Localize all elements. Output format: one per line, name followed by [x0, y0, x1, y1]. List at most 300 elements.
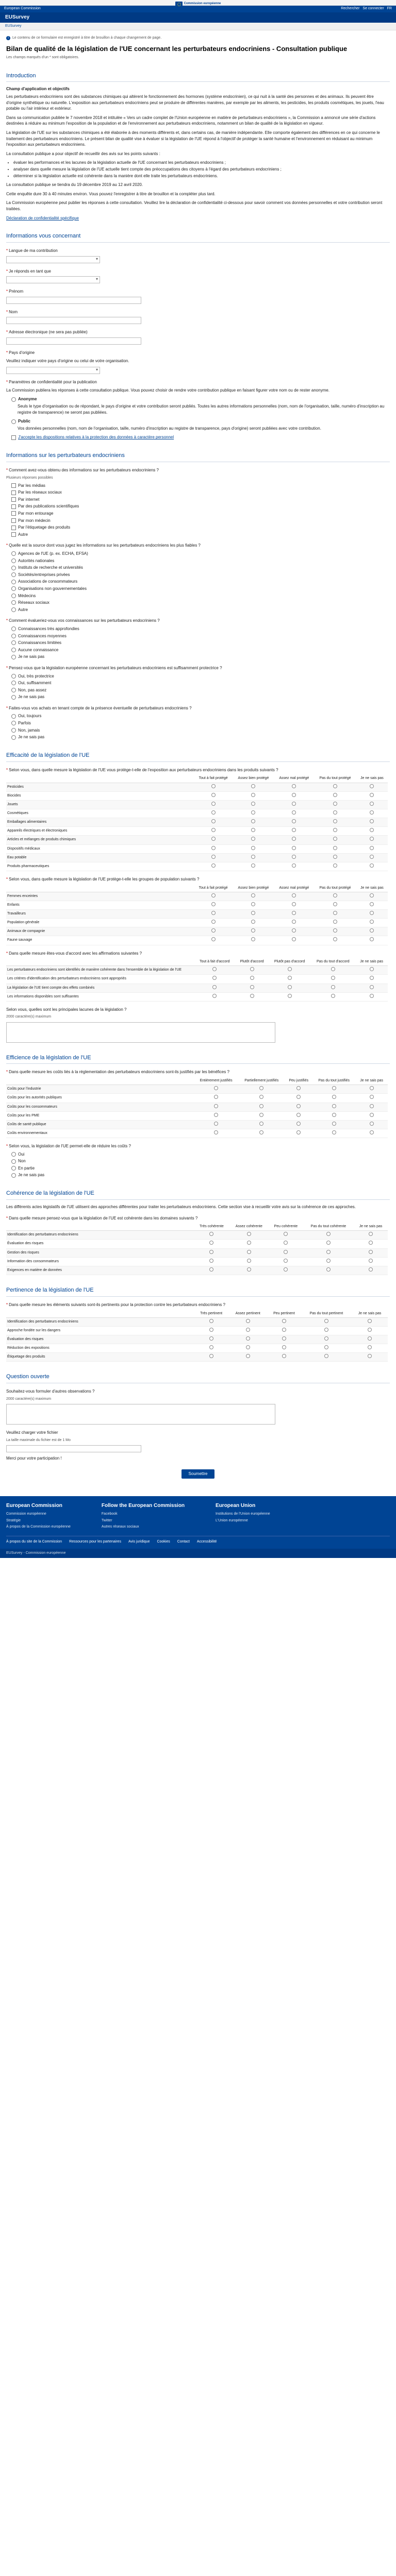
radio-button[interactable]: [251, 920, 255, 924]
radio-button[interactable]: [326, 1241, 331, 1245]
radio-button[interactable]: [251, 855, 255, 859]
comment-textarea[interactable]: [6, 1022, 275, 1043]
radio-button[interactable]: [292, 902, 296, 906]
checkbox[interactable]: [11, 504, 16, 509]
radio-button[interactable]: [251, 819, 255, 823]
radio-button[interactable]: [251, 902, 255, 906]
radio-button[interactable]: [370, 802, 374, 806]
radio-button[interactable]: [259, 1122, 263, 1126]
footer-link[interactable]: Ressources pour les partenaires: [69, 1539, 121, 1544]
radio-button[interactable]: [259, 1104, 263, 1108]
footer-link[interactable]: L'Union européenne: [216, 1518, 248, 1522]
radio-button[interactable]: [370, 1113, 374, 1117]
radio-button[interactable]: [211, 920, 216, 924]
checkbox[interactable]: [11, 490, 16, 495]
radio-button[interactable]: [333, 855, 337, 859]
checkbox[interactable]: [11, 526, 16, 530]
radio-button[interactable]: [296, 1130, 301, 1134]
radio-button[interactable]: [214, 1104, 218, 1108]
option-item[interactable]: [11, 734, 390, 740]
radio-button[interactable]: [324, 1328, 328, 1332]
radio-button[interactable]: [211, 819, 216, 823]
radio-button[interactable]: [211, 911, 216, 915]
radio-button[interactable]: [292, 819, 296, 823]
radio-button[interactable]: [11, 735, 16, 740]
radio-button[interactable]: [368, 1345, 372, 1349]
radio-button[interactable]: [251, 846, 255, 850]
radio-button[interactable]: [251, 863, 255, 868]
option-item[interactable]: [11, 579, 390, 585]
radio-button[interactable]: [250, 976, 254, 980]
radio-button[interactable]: [370, 920, 374, 924]
radio-button[interactable]: [332, 1122, 336, 1126]
radio-button[interactable]: [292, 937, 296, 941]
footer-link[interactable]: Facebook: [101, 1512, 118, 1516]
radio-button[interactable]: [324, 1336, 328, 1341]
radio-button[interactable]: [11, 695, 16, 700]
radio-button[interactable]: [11, 551, 16, 556]
final-comment-textarea[interactable]: [6, 1404, 275, 1425]
radio-button[interactable]: [284, 1250, 288, 1254]
radio-button[interactable]: [332, 1104, 336, 1108]
radio-button[interactable]: [333, 863, 337, 868]
footer-link[interactable]: Avis juridique: [128, 1539, 150, 1544]
privacy-option-public[interactable]: Public: [11, 418, 390, 425]
radio-button[interactable]: [282, 1336, 286, 1341]
radio-button[interactable]: [370, 863, 374, 868]
radio-button[interactable]: [209, 1319, 213, 1323]
radio-button[interactable]: [211, 810, 216, 815]
option-item[interactable]: [11, 511, 390, 517]
radio-button[interactable]: [332, 1113, 336, 1117]
radio-button[interactable]: [259, 1113, 263, 1117]
radio-button[interactable]: [11, 419, 16, 424]
radio-button[interactable]: [369, 1259, 373, 1263]
radio-button[interactable]: [209, 1354, 213, 1358]
radio-button[interactable]: [370, 784, 374, 788]
radio-button[interactable]: [247, 1241, 251, 1245]
footer-link[interactable]: Commission européenne: [6, 1512, 46, 1516]
radio-button[interactable]: [292, 846, 296, 850]
radio-button[interactable]: [370, 967, 374, 971]
ec-logo[interactable]: [175, 2, 221, 6]
radio-button[interactable]: [288, 976, 292, 980]
options-group: [6, 551, 390, 613]
radio-button[interactable]: [282, 1345, 286, 1349]
radio-button[interactable]: [251, 802, 255, 806]
radio-button[interactable]: [209, 1259, 213, 1263]
radio-button[interactable]: [292, 920, 296, 924]
login-link[interactable]: Se connecter: [362, 7, 384, 11]
radio-button[interactable]: [331, 994, 335, 998]
radio-button[interactable]: [209, 1250, 213, 1254]
radio-button[interactable]: [326, 1232, 331, 1236]
radio-button[interactable]: [247, 1232, 251, 1236]
radio-button[interactable]: [211, 837, 216, 841]
radio-button[interactable]: [331, 967, 335, 971]
radio-button[interactable]: [333, 828, 337, 832]
radio-button[interactable]: [214, 1095, 218, 1099]
option-item[interactable]: [11, 694, 390, 700]
radio-button[interactable]: [326, 1250, 331, 1254]
matrix-row-label: Coûts pour les consommateurs: [6, 1103, 194, 1111]
section-description: Les différents actes législatifs de l'UE utilisent des approches différentes pour traiter les perturbateurs endocriniens. Cette section vise à recueillir votre avis sur la cohérence de ces approches.: [6, 1204, 356, 1209]
privacy-option-anonymous[interactable]: Anonyme: [11, 396, 390, 402]
radio-button[interactable]: [369, 1250, 373, 1254]
option-item[interactable]: [11, 687, 390, 693]
option-item[interactable]: [11, 483, 390, 489]
radio-button[interactable]: [214, 1122, 218, 1126]
radio-button[interactable]: [331, 976, 335, 980]
logo-text: Commission européenne: [184, 2, 221, 5]
radio-button[interactable]: [292, 928, 296, 933]
radio-button[interactable]: [282, 1328, 286, 1332]
radio-button[interactable]: [214, 1086, 218, 1090]
radio-button[interactable]: [370, 902, 374, 906]
radio-button[interactable]: [11, 681, 16, 685]
option-label: Agences de l'UE (p. ex. ECHA, EFSA): [18, 551, 88, 556]
radio-button[interactable]: [292, 802, 296, 806]
checkbox[interactable]: [11, 483, 16, 488]
radio-button[interactable]: [251, 928, 255, 933]
radio-button[interactable]: [214, 1113, 218, 1117]
radio-button[interactable]: [250, 985, 254, 989]
radio-button[interactable]: [11, 688, 16, 692]
radio-button[interactable]: [211, 802, 216, 806]
radio-button[interactable]: [333, 920, 337, 924]
radio-button[interactable]: [369, 1241, 373, 1245]
matrix-row: [6, 862, 388, 871]
search-link[interactable]: Rechercher: [341, 7, 360, 11]
radio-button[interactable]: [11, 648, 16, 652]
matrix-column-header: Tout à fait d'accord: [194, 958, 235, 966]
option-item[interactable]: [11, 607, 390, 613]
radio-button[interactable]: [369, 1267, 373, 1272]
radio-button[interactable]: [251, 810, 255, 815]
radio-button[interactable]: [11, 594, 16, 598]
footer-link[interactable]: Institutions de l'Union européenne: [216, 1512, 270, 1516]
file-upload-field[interactable]: [6, 1445, 141, 1452]
language-select[interactable]: [6, 256, 100, 263]
radio-button[interactable]: [333, 846, 337, 850]
radio-button[interactable]: [11, 674, 16, 679]
radio-button[interactable]: [209, 1232, 213, 1236]
matrix-row: [6, 1257, 388, 1266]
radio-button[interactable]: [209, 1345, 213, 1349]
radio-button[interactable]: [259, 1086, 263, 1090]
radio-button[interactable]: [370, 837, 374, 841]
radio-button[interactable]: [259, 1130, 263, 1134]
radio-button[interactable]: [282, 1354, 286, 1358]
radio-button[interactable]: [370, 976, 374, 980]
radio-button[interactable]: [11, 600, 16, 605]
option-item[interactable]: [11, 593, 390, 599]
radio-button[interactable]: [370, 855, 374, 859]
option-item[interactable]: [11, 524, 390, 531]
footer-link[interactable]: À propos de la Commission européenne: [6, 1524, 71, 1529]
radio-button[interactable]: [250, 967, 254, 971]
consent-checkbox[interactable]: J'accepte les dispositions relatives à la protection des données à caractère personnel: [11, 434, 390, 440]
radio-button[interactable]: [370, 937, 374, 941]
option-item[interactable]: [11, 489, 390, 496]
checkbox[interactable]: [11, 435, 16, 440]
radio-button[interactable]: [292, 793, 296, 797]
radio-button[interactable]: [11, 1159, 16, 1164]
matrix-column-header: Assez pertinent: [228, 1310, 267, 1318]
radio-button[interactable]: [368, 1336, 372, 1341]
radio-button[interactable]: [246, 1354, 250, 1358]
radio-button[interactable]: [333, 802, 337, 806]
radio-button[interactable]: [370, 1095, 374, 1099]
radio-button[interactable]: [368, 1354, 372, 1358]
radio-button[interactable]: [292, 893, 296, 897]
radio-button[interactable]: [11, 586, 16, 591]
radio-button[interactable]: [333, 819, 337, 823]
checkbox[interactable]: [11, 511, 16, 516]
option-item[interactable]: [11, 680, 390, 686]
footer-link[interactable]: Cookies: [157, 1539, 170, 1544]
radio-button[interactable]: [246, 1319, 250, 1323]
option-item[interactable]: [11, 1172, 390, 1178]
email-field[interactable]: [6, 337, 141, 345]
radio-button[interactable]: [212, 967, 217, 971]
radio-button[interactable]: [296, 1104, 301, 1108]
radio-button[interactable]: [296, 1122, 301, 1126]
radio-button[interactable]: [251, 893, 255, 897]
option-item[interactable]: [11, 532, 390, 538]
radio-button[interactable]: [333, 893, 337, 897]
radio-button[interactable]: [288, 985, 292, 989]
eu-flag-icon: [175, 2, 183, 6]
country-select[interactable]: [6, 367, 100, 374]
radio-button[interactable]: [333, 937, 337, 941]
option-item[interactable]: [11, 647, 390, 653]
option-item[interactable]: [11, 640, 390, 646]
radio-button[interactable]: [251, 793, 255, 797]
footer-link[interactable]: Twitter: [101, 1518, 112, 1522]
option-item[interactable]: [11, 1158, 390, 1164]
radio-button[interactable]: [211, 893, 216, 897]
radio-button[interactable]: [333, 793, 337, 797]
option-item[interactable]: [11, 713, 390, 719]
matrix-row: [6, 853, 388, 862]
radio-button[interactable]: [296, 1095, 301, 1099]
radio-button[interactable]: [332, 1086, 336, 1090]
radio-button[interactable]: [11, 728, 16, 733]
language-selector[interactable]: FR: [387, 7, 392, 11]
radio-button[interactable]: [288, 994, 292, 998]
radio-button[interactable]: [292, 863, 296, 868]
radio-button[interactable]: [284, 1232, 288, 1236]
radio-button[interactable]: [326, 1267, 331, 1272]
radio-button[interactable]: [212, 976, 217, 980]
option-item[interactable]: [11, 1165, 390, 1172]
radio-button[interactable]: [370, 893, 374, 897]
radio-button[interactable]: [11, 397, 16, 402]
radio-button[interactable]: [370, 1086, 374, 1090]
radio-button[interactable]: [209, 1336, 213, 1341]
radio-button[interactable]: [333, 784, 337, 788]
radio-button[interactable]: [292, 911, 296, 915]
radio-button[interactable]: [324, 1345, 328, 1349]
option-item[interactable]: [11, 558, 390, 564]
radio-button[interactable]: [211, 784, 216, 788]
footer-link[interactable]: Accessibilité: [196, 1539, 217, 1544]
radio-button[interactable]: [246, 1345, 250, 1349]
radio-button[interactable]: [211, 846, 216, 850]
radio-button[interactable]: [214, 1130, 218, 1134]
radio-button[interactable]: [368, 1328, 372, 1332]
radio-button[interactable]: [11, 640, 16, 645]
radio-button[interactable]: [11, 721, 16, 725]
radio-button[interactable]: [370, 810, 374, 815]
radio-button[interactable]: [11, 1173, 16, 1178]
radio-button[interactable]: [370, 1104, 374, 1108]
radio-button[interactable]: [11, 558, 16, 563]
radio-button[interactable]: [251, 828, 255, 832]
radio-button[interactable]: [370, 846, 374, 850]
radio-button[interactable]: [292, 810, 296, 815]
radio-button[interactable]: [370, 828, 374, 832]
radio-button[interactable]: [251, 911, 255, 915]
radio-button[interactable]: [11, 607, 16, 612]
radio-button[interactable]: [370, 928, 374, 933]
radio-button[interactable]: [332, 1130, 336, 1134]
radio-button[interactable]: [11, 714, 16, 719]
radio-button[interactable]: [284, 1267, 288, 1272]
radio-button[interactable]: [11, 1166, 16, 1171]
radio-button[interactable]: [209, 1267, 213, 1272]
option-item[interactable]: [11, 503, 390, 510]
radio-button[interactable]: [212, 985, 217, 989]
option-item[interactable]: [11, 1151, 390, 1158]
radio-button[interactable]: [333, 902, 337, 906]
radio-button[interactable]: [333, 837, 337, 841]
footer-link[interactable]: Stratégie: [6, 1518, 21, 1522]
footer-link[interactable]: Autres réseaux sociaux: [101, 1524, 139, 1529]
option-item[interactable]: [11, 497, 390, 503]
first-name-field[interactable]: [6, 297, 141, 304]
option-item[interactable]: [11, 600, 390, 606]
radio-button[interactable]: [292, 837, 296, 841]
radio-button[interactable]: [370, 819, 374, 823]
radio-button[interactable]: [370, 1122, 374, 1126]
site-name[interactable]: European Commission: [4, 7, 41, 11]
radio-button[interactable]: [251, 937, 255, 941]
radio-button[interactable]: [282, 1319, 286, 1323]
last-name-field[interactable]: [6, 317, 141, 324]
option-item[interactable]: [11, 633, 390, 639]
radio-button[interactable]: [247, 1259, 251, 1263]
footer-link[interactable]: Contact: [177, 1539, 190, 1544]
radio-button[interactable]: [370, 911, 374, 915]
checkbox[interactable]: [11, 532, 16, 537]
radio-button[interactable]: [209, 1241, 213, 1245]
matrix-row: [6, 1129, 388, 1138]
radio-button[interactable]: [292, 855, 296, 859]
radio-button[interactable]: [292, 828, 296, 832]
radio-button[interactable]: [370, 793, 374, 797]
radio-button[interactable]: [284, 1241, 288, 1245]
radio-button[interactable]: [333, 911, 337, 915]
breadcrumb-item[interactable]: EUSurvey: [5, 24, 22, 28]
submit-button[interactable]: Soumettre: [182, 1469, 215, 1479]
privacy-statement-link[interactable]: Déclaration de confidentialité spécifique: [6, 215, 79, 221]
option-item[interactable]: [11, 586, 390, 592]
radio-button[interactable]: [296, 1086, 301, 1090]
radio-button[interactable]: [211, 855, 216, 859]
radio-button[interactable]: [211, 793, 216, 797]
option-item[interactable]: [11, 565, 390, 571]
radio-button[interactable]: [250, 994, 254, 998]
option-item[interactable]: [11, 572, 390, 578]
radio-button[interactable]: [11, 655, 16, 659]
radio-button[interactable]: [11, 626, 16, 631]
option-label: Associations de consommateurs: [18, 579, 78, 584]
radio-button[interactable]: [324, 1354, 328, 1358]
option-item[interactable]: [11, 626, 390, 632]
option-item[interactable]: [11, 551, 390, 557]
radio-button[interactable]: [212, 994, 217, 998]
option-item[interactable]: [11, 673, 390, 680]
respondent-type-select[interactable]: [6, 276, 100, 283]
radio-button[interactable]: [370, 985, 374, 989]
radio-button[interactable]: [333, 810, 337, 815]
radio-button[interactable]: [292, 784, 296, 788]
radio-button[interactable]: [251, 784, 255, 788]
radio-button[interactable]: [11, 572, 16, 577]
radio-button[interactable]: [11, 566, 16, 570]
radio-button[interactable]: [333, 928, 337, 933]
checkbox[interactable]: [11, 497, 16, 502]
option-item[interactable]: [11, 720, 390, 726]
radio-button[interactable]: [246, 1336, 250, 1341]
matrix-row: [6, 1094, 388, 1103]
radio-button[interactable]: [247, 1267, 251, 1272]
radio-button[interactable]: [288, 967, 292, 971]
radio-button[interactable]: [211, 928, 216, 933]
radio-button[interactable]: [211, 863, 216, 868]
radio-button[interactable]: [370, 994, 374, 998]
radio-button[interactable]: [368, 1319, 372, 1323]
option-item[interactable]: [11, 727, 390, 734]
radio-button[interactable]: [331, 985, 335, 989]
radio-button[interactable]: [11, 580, 16, 584]
footer-link[interactable]: À propos du site de la Commission: [6, 1539, 62, 1544]
checkbox[interactable]: [11, 518, 16, 523]
radio-button[interactable]: [11, 1152, 16, 1157]
option-item[interactable]: [11, 518, 390, 524]
radio-button[interactable]: [247, 1250, 251, 1254]
radio-button[interactable]: [324, 1319, 328, 1323]
option-item[interactable]: [11, 654, 390, 660]
radio-button[interactable]: [211, 902, 216, 906]
radio-button[interactable]: [11, 634, 16, 638]
radio-button[interactable]: [259, 1095, 263, 1099]
radio-button[interactable]: [332, 1095, 336, 1099]
radio-button[interactable]: [284, 1259, 288, 1263]
matrix-column-header: Peu cohérente: [269, 1223, 303, 1231]
radio-button[interactable]: [369, 1232, 373, 1236]
radio-button[interactable]: [211, 937, 216, 941]
radio-button[interactable]: [296, 1113, 301, 1117]
radio-button[interactable]: [370, 1130, 374, 1134]
radio-button[interactable]: [251, 837, 255, 841]
radio-button[interactable]: [326, 1259, 331, 1263]
radio-button[interactable]: [246, 1328, 250, 1332]
radio-button[interactable]: [211, 828, 216, 832]
radio-button[interactable]: [209, 1328, 213, 1332]
